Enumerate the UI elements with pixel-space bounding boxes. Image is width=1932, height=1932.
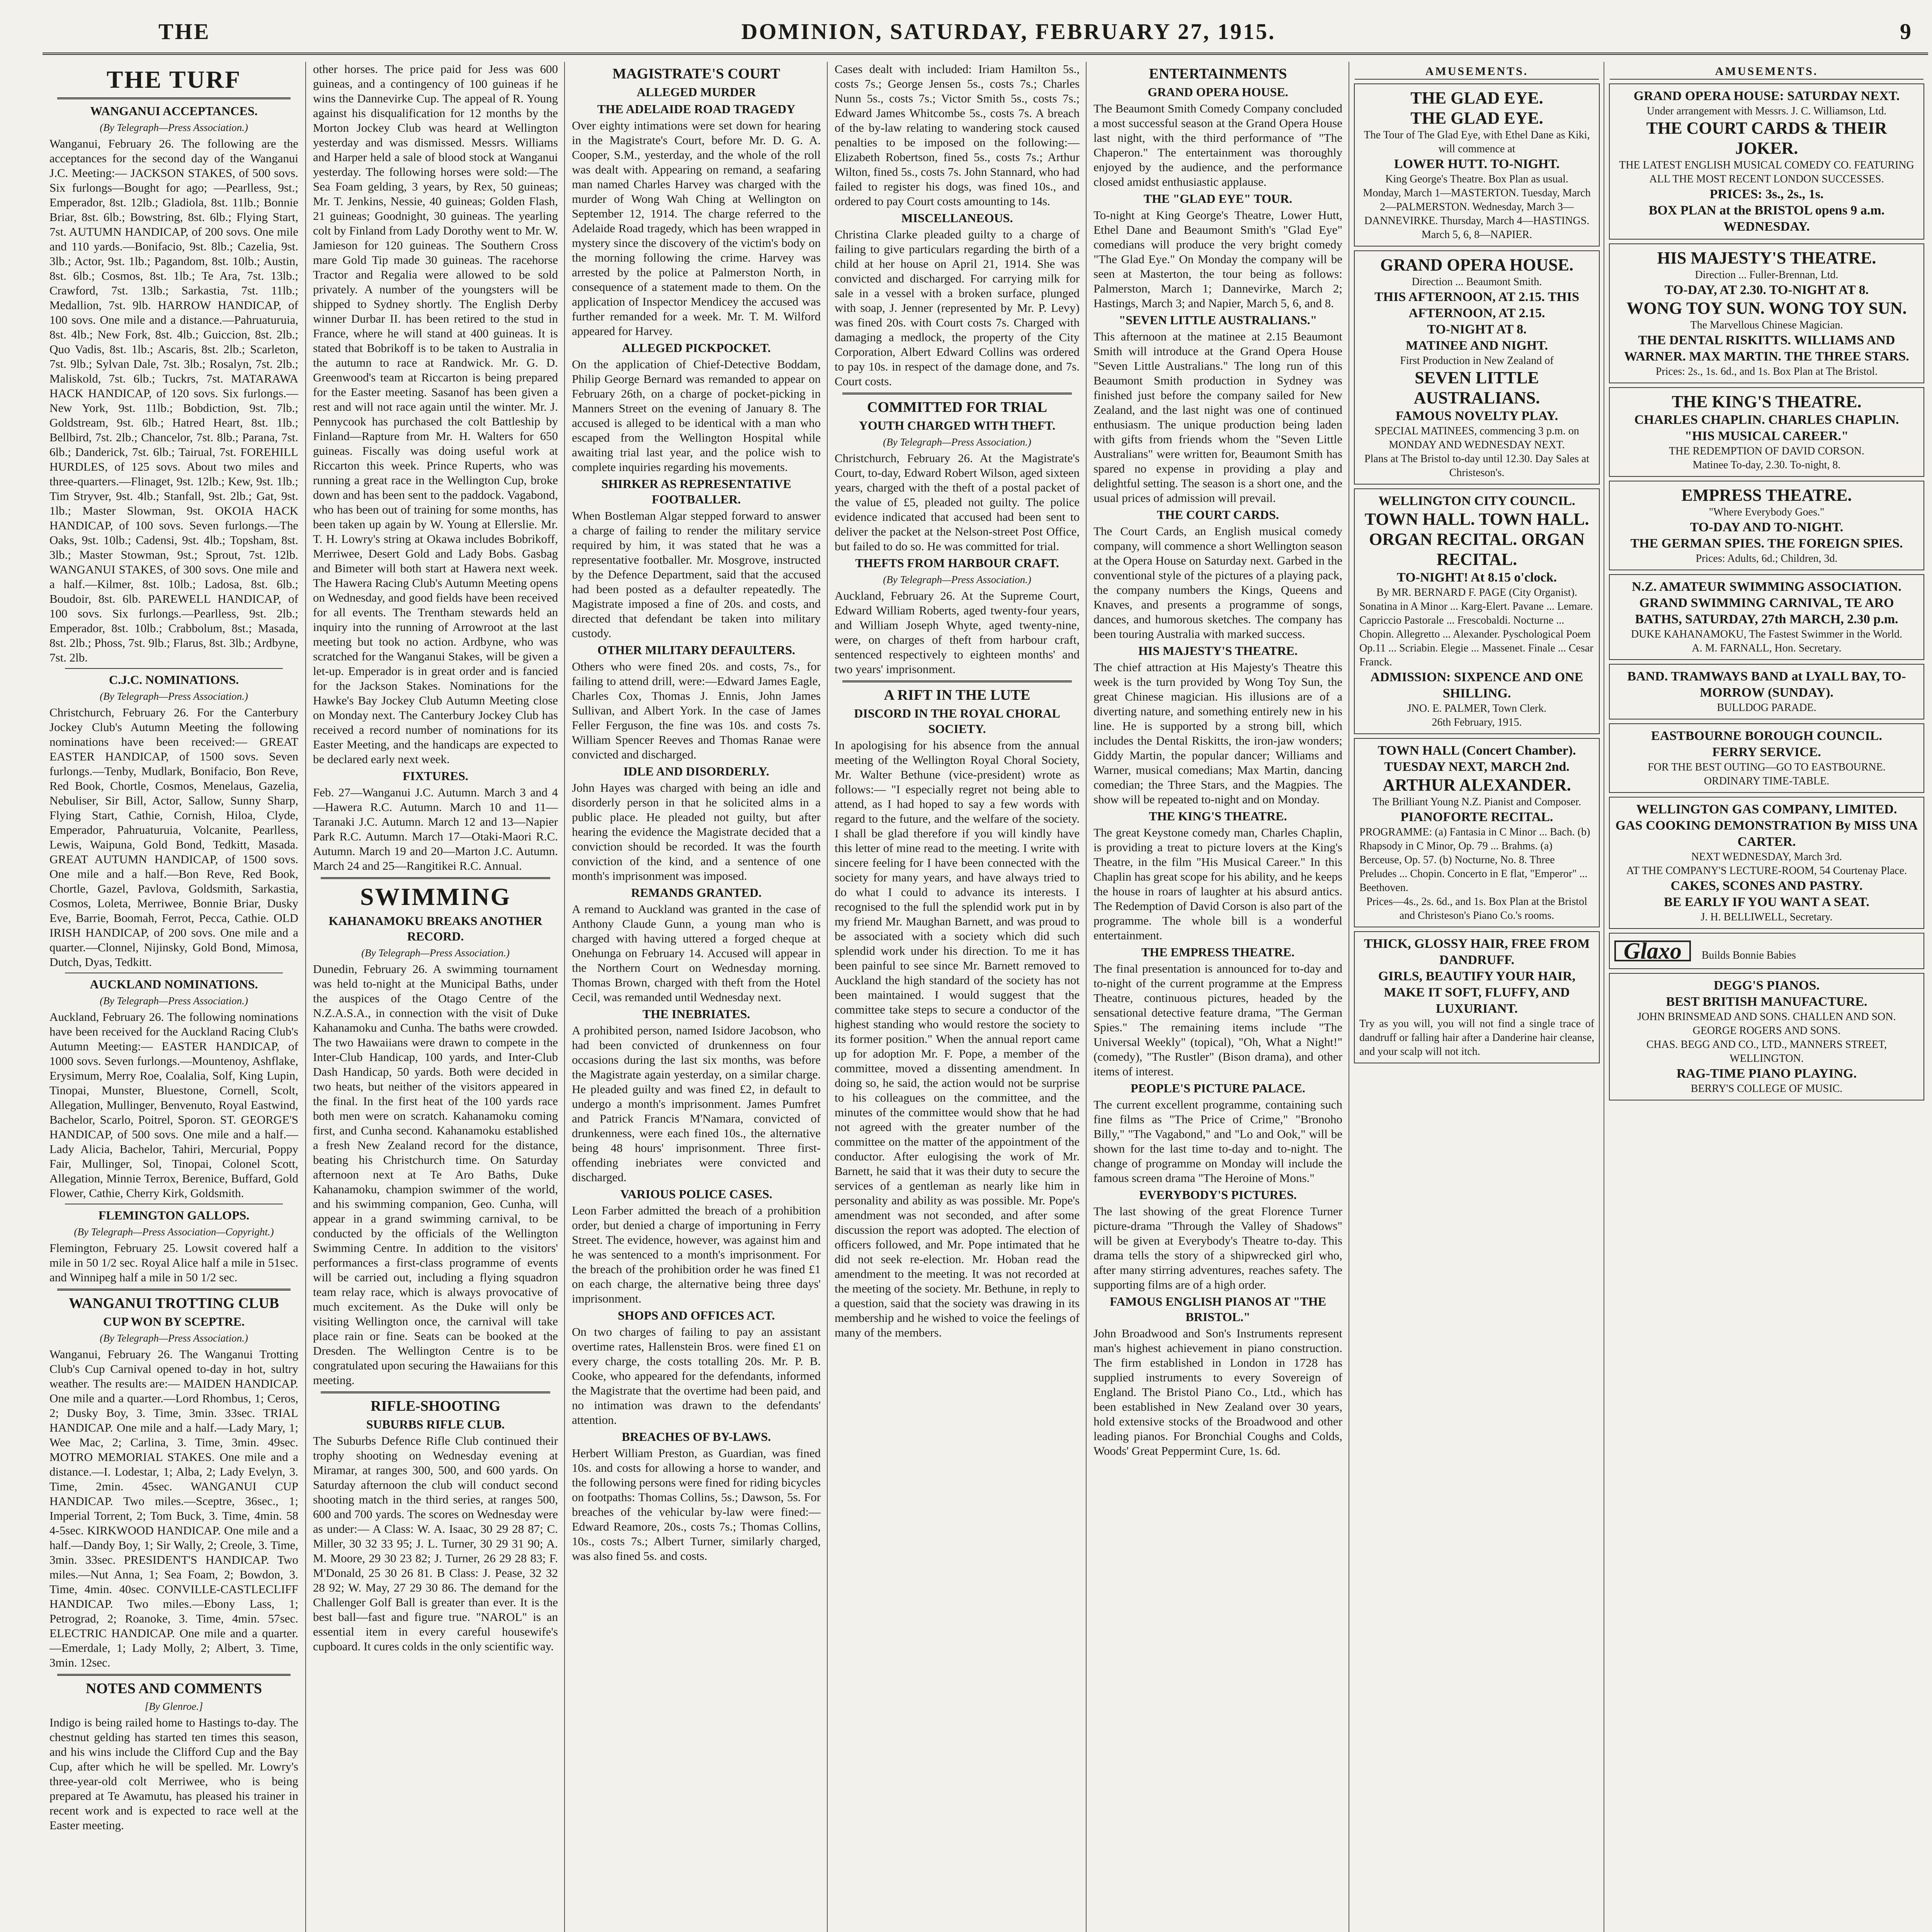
ad-text: BOX PLAN at the BRISTOL opens 9 a.m. WEDNESDAY. [1648, 203, 1885, 234]
ad-headline: BAND. TRAMWAYS BAND at LYALL BAY, TO-MORROW (SUNDAY). [1627, 669, 1906, 700]
headline: C.J.C. NOMINATIONS. [109, 673, 239, 687]
byline: (By Telegraph—Press Association.) [100, 1332, 248, 1344]
article-body: The Beaumont Smith Comedy Company concluded a most successful season at the Grand Opera House last night, with the third performance of "The Chaperon." The entertainment was thoroughly enjoyed by the audience, and the performance closed amidst enthusiastic applause. [1094, 102, 1342, 189]
section-title: MAGISTRATE'S COURT [612, 66, 780, 82]
headline: IDLE AND DISORDERLY. [623, 764, 769, 778]
headline: THE KING'S THEATRE. [1149, 809, 1287, 823]
divider [57, 1674, 291, 1676]
ad-text: TO-NIGHT AT 8. [1427, 322, 1527, 337]
advert-swimming-carnival [1609, 574, 1924, 660]
advert-grand-opera-house [1354, 250, 1600, 485]
ad-text: CAKES, SCONES AND PASTRY. [1670, 879, 1863, 893]
ad-headline: GRAND OPERA HOUSE. [1380, 255, 1573, 274]
headline: "SEVEN LITTLE AUSTRALIANS." [1119, 313, 1317, 327]
ad-text: ADMISSION: SIXPENCE AND ONE SHILLING. [1370, 670, 1583, 701]
ad-headline: WONG TOY SUN. WONG TOY SUN. [1626, 299, 1907, 318]
article-body: Dunedin, February 26. A swimming tournament was held to-night at the Municipal Baths, under the auspices of the Otago Centre of the N.Z.A.S.A., in connection with the visit of Duke Kahanamoku and Cunha. The baths were crowded. The two Hawaiians were drawn to compete in the Inter-Club Handicap, 100 yards, and Inter-Club Dash Handicap, 50 yards. Both were decided in two heats, but neither of the visitors appeared in the final. In the first heat of the 100 yards race both men were on scratch. Kahanamoku coming first, and Cunha second. Kahanamoku established a fresh New Zealand record for the distance, beating his Christchurch time. On Saturday afternoon next at Te Aro Baths, Duke Kahanamoku, champion swimmer of the world, and his swimming companion, Geo. Cunha, will appear in a grand swimming carnival, to be conducted by the officials of the Wellington Swimming Centre. In addition to the visitors' performances a first-class programme of events will be carried out, including a flying squadron team relay race, which is always provocative of much excitement. As the Duke will only be visiting Wellington once, the carnival will take place rain or fine. Seats can be booked at the Dresden. The Wellington Centre is to be congratulated upon securing the Hawaiians for this meeting. [313, 962, 558, 1387]
ad-text: J. H. BELLIWELL, Secretary. [1701, 911, 1833, 923]
article-body: Cases dealt with included: Iriam Hamilton 5s., costs 7s.; George Jensen 5s., costs 7s.; Charles Nunn 5s., costs 7s.; Victor Smith 5s., costs 7s.; Edward James Whitcombe 5s., costs 7s. A breach of the by-law relating to wandering stock caused penalties to be imposed on the following:—Elizabeth Robertson, fined 5s., costs 7s.; Arthur Wilton, fined 5s., costs 7s. John Stannard, who had failed to register his dogs, was fined 10s., and ordered to pay Court costs amounting to 14s. [835, 62, 1080, 208]
section-title: RIFLE-SHOOTING [371, 1398, 500, 1414]
article-body: The last showing of the great Florence Turner picture-drama "Through the Valley of Shadows" will be given at Everybody's Theatre to-day. This drama tells the story of a shipwrecked girl who, after many stirring adventures, reaches safety. The supporting films are of a high order. [1094, 1204, 1342, 1291]
ad-text: SPECIAL MATINEES, commencing 3 p.m. on MONDAY AND WEDNESDAY NEXT. [1374, 425, 1579, 451]
advert-eastbourne [1609, 723, 1924, 793]
divider [842, 393, 1072, 395]
ad-text: THE LATEST ENGLISH MUSICAL COMEDY CO. FEATURING ALL THE MOST RECENT LONDON SUCCESSES. [1619, 159, 1914, 185]
ad-text: Prices—4s., 2s. 6d., and 1s. Box Plan at the Bristol and Christeson's Piano Co.'s rooms. [1366, 896, 1587, 922]
ad-text: DUKE KAHANAMOKU, The Fastest Swimmer in the World. [1631, 628, 1903, 640]
masthead-the: THE [158, 19, 211, 44]
article-body: The chief attraction at His Majesty's Theatre this week is the turn provided by Wong Toy Sun, the great Chinese magician. His illusions are of a diverting nature, and something entirely new in his line. He is supported by a strong bill, which includes the Dental Riskitts, the iron-jaw wonders; Giddy Martin, the popular dancer; Williams and Warner, musical comedians; Max Martin, dancing comedian; the Three Stars, and the Magpies. The show will be repeated to-night and on Monday. [1094, 660, 1342, 806]
divider [57, 1289, 291, 1291]
advert-pianoforte-recital [1354, 738, 1600, 927]
divider [842, 680, 1072, 682]
section-title: COMMITTED FOR TRIAL [867, 399, 1047, 415]
advert-begg-pianos [1609, 973, 1924, 1100]
article-body: This afternoon at the matinee at 2.15 Beaumont Smith will introduce at the Grand Opera House "Seven Little Australians." The long run of this Beaumont Smith production in Sydney was finished just before the company sailed for New Zealand, and the last night was one of continued enthusiasm. The unique production being laden with gifts from friends whom the "Seven Little Australians" were written for, Beaumont Smith has spared no expense in providing a play and delightful setting. The season is a short one, and the usual prices of admission will prevail. [1094, 330, 1342, 505]
headline: PEOPLE'S PICTURE PALACE. [1131, 1081, 1305, 1095]
article-body: Flemington, February 25. Lowsit covered half a mile in 50 1/2 sec. Royal Alice half a mile in 51sec. and Winnipeg half a mile in 50 1/2 sec. [49, 1241, 298, 1284]
column-turf [43, 62, 305, 1932]
ad-headline: HIS MAJESTY'S THEATRE. [1657, 248, 1876, 267]
headline: KAHANAMOKU BREAKS ANOTHER RECORD. [328, 914, 543, 943]
ad-headline: DEGG'S PIANOS. [1714, 978, 1820, 993]
advert-gas-company [1609, 797, 1924, 929]
advert-empress-theatre [1609, 481, 1924, 570]
ad-text: THE REDEMPTION OF DAVID CORSON. [1669, 445, 1864, 457]
ad-text: Direction ... Fuller-Brennan, Ltd. [1695, 269, 1838, 281]
ad-text: TO-NIGHT! At 8.15 o'clock. [1397, 570, 1557, 585]
article-body: Herbert William Preston, as Guardian, was fined 10s. and costs for allowing a horse to wander, and the following persons were fined for riding bicycles on footpaths: Thomas Collins, 5s.; Dawson, 5s. For breaches of the vehicular by-law were fined:—Edward Reamore, 20s., costs 7s.; Thomas Collins, 10s., costs 7s.; Albert Turner, similarly charged, was also fined 5s. and costs. [572, 1446, 821, 1563]
ad-text: PROGRAMME: (a) Fantasia in C Minor ... Bach. (b) Rhapsody in C Minor, Op. 79 ... Brahms. (a) Berceuse, Op. 57. (b) Nocturne, No. 8. Three Preludes ... Chopin. Concerto in E flat, "Emperor" ... Beethoven. [1359, 826, 1590, 894]
article-body: When Bostleman Algar stepped forward to answer a charge of failing to render the military service required by him, it was stated that he was a representative footballer. Mr. Mosgrove, instructed by the Defence Department, said that the accused had been posted as a defaulter repeatedly. The Magistrate imposed a fine of 20s. and costs, and directed that defendant be taken into military custody. [572, 509, 821, 640]
column-amusements-1 [1349, 62, 1604, 1932]
byline: (By Telegraph—Press Association.) [361, 947, 510, 959]
headline: MISCELLANEOUS. [901, 211, 1013, 225]
section-title: A RIFT IN THE LUTE [884, 687, 1031, 703]
masthead-title: DOMINION, SATURDAY, FEBRUARY 27, 1915. [741, 19, 1276, 44]
glaxo-logo: Glaxo [1614, 940, 1691, 961]
ad-headline: THE GLAD EYE. [1410, 109, 1543, 128]
ad-text: "HIS MUSICAL CAREER." [1684, 429, 1849, 443]
divider [57, 97, 291, 99]
ad-text: BE EARLY IF YOU WANT A SEAT. [1664, 895, 1869, 909]
ad-text: PRICES: 3s., 2s., 1s. [1709, 187, 1824, 201]
ad-text: Monday, March 1—MASTERTON. Tuesday, March 2—PALMERSTON. Wednesday, March 3—DANNEVIRKE. Thursday, March 4—HASTINGS. March 5, 6, 8—NAPIER. [1363, 187, 1591, 241]
ad-text: BEST BRITISH MANUFACTURE. [1666, 995, 1867, 1009]
ad-text: THE DENTAL RISKITTS. WILLIAMS AND WARNER. MAX MARTIN. THE THREE STARS. [1624, 333, 1909, 364]
byline: [By Glenroe.] [145, 1701, 203, 1712]
page-number: 9 [1900, 19, 1913, 44]
ad-text: The Marvellous Chinese Magician. [1690, 319, 1843, 331]
article-body: On two charges of failing to pay an assistant overtime rates, Hallenstein Bros. were fined £1 on every charge, the costs totalling 20s. Mr. P. B. Cooke, who appeared for the defendants, informed the Magistrate that the overtime had been paid, and no intimation was drawn to the defendants' attention. [572, 1325, 821, 1427]
ad-headline: TOWN HALL. TOWN HALL. [1364, 510, 1589, 529]
ad-text: PIANOFORTE RECITAL. [1400, 810, 1553, 824]
headline: YOUTH CHARGED WITH THEFT. [859, 418, 1056, 432]
ad-text: LOWER HUTT. TO-NIGHT. [1394, 157, 1560, 171]
ad-text: THIS AFTERNOON, AT 2.15. THIS AFTERNOON, AT 2.15. [1374, 290, 1579, 320]
headline: SUBURBS RIFLE CLUB. [366, 1417, 505, 1431]
ad-text: JNO. E. PALMER, Town Clerk. [1407, 702, 1547, 714]
ad-text: By MR. BERNARD F. PAGE (City Organist). [1376, 587, 1577, 599]
section-title: NOTES AND COMMENTS [85, 1680, 262, 1697]
ad-text: Prices: Adults, 6d.; Children, 3d. [1696, 553, 1838, 565]
advert-his-majestys [1609, 243, 1924, 383]
article-body: The final presentation is announced for to-day and to-night of the current programme at the Empress Theatre, continuous pictures, headed by the sensational detective feature drama, "The German Spies." The remaining items include "The Universal Weekly" (topical), "Oh, What a Night!" (comedy), "The Rustler" (Bison drama), and other items of interest. [1094, 962, 1342, 1078]
article-body: Wanganui, February 26. The Wanganui Trotting Club's Cup Carnival opened to-day in hot, sultry weather. The results are:— MAIDEN HANDICAP. One mile and a quarter.—Lord Rhombus, 1; Ceros, 2; Dusky Boy, 3. Time, 3min. 33sec. TRIAL HANDICAP. One mile and a half.—Lady Mary, 1; Wee Mac, 2; Carlina, 3. Time, 3min. 49sec. MOTRO MEMORIAL STAKES. One mile and a distance.—I. Lodestar, 1; Alba, 2; Lady Evelyn, 3. Time, 2min. 45sec. WANGANUI CUP HANDICAP. Two miles.—Sceptre, 36sec., 1; Imperial Torrent, 2; Tom Buck, 3. Time, 4min. 58 4-5sec. KIRKWOOD HANDICAP. One mile and a half.—Dandy Boy, 1; Sir Wally, 2; Creole, 3. Time, 3min. 33sec. PRESIDENT'S HANDICAP. Two miles.—Nut Anna, 1; Sea Foam, 2; Bowdon, 3. Time, 4min. 40sec. CONVILLE-CASTLECLIFF HANDICAP. Two miles.—Ebony Lass, 1; Petrograd, 2; Roanoke, 3. Time, 4min. 57sec. ELECTRIC HANDICAP. One mile and a quarter.—Emerdale, 1; Lady Molly, 2; Albert, 3. Time, 3min. 12sec. [49, 1347, 298, 1669]
article-body: A prohibited person, named Isidore Jacobson, who had been convicted of drunkenness on four occasions during the last six months, was before the Magistrate again yesterday, on a similar charge. He pleaded guilty and was fined £2, in default to undergo a month's imprisonment. James Pumfret and Patrick Francis M'Namara, convicted of drunkenness, were each fined 10s., the alternative being 48 hours' imprisonment. Three first-offending inebriates were convicted and discharged. [572, 1024, 821, 1184]
advert-court-cards [1609, 83, 1924, 240]
headline: THE COURT CARDS. [1157, 508, 1279, 522]
headline: EVERYBODY'S PICTURES. [1139, 1188, 1297, 1202]
article-body: John Broadwood and Son's Instruments represent man's highest achievement in piano construction. The firm established in London in 1728 has supplied instruments to every Sovereign of England. The Bristol Piano Co., Ltd., which has been established in New Zealand over 30 years, hold extensive stocks of the Broadwood and other leading pianos. For Bronchial Coughs and Colds, Woods' Great Peppermint Cure, 1s. 6d. [1094, 1327, 1342, 1458]
section-title: AMUSEMENTS. [1355, 64, 1599, 80]
headline: ALLEGED PICKPOCKET. [622, 341, 771, 355]
byline: (By Telegraph—Press Association—Copyright.) [74, 1226, 274, 1238]
article-body: Auckland, February 26. At the Supreme Court, Edward William Roberts, aged twenty-four years, and William Joseph Whyte, aged twenty-nine, were, on charges of theft from harbour craft, sentenced respectively to eighteen months' and two years' imprisonment. [835, 589, 1080, 676]
ad-text: FOR THE BEST OUTING—GO TO EASTBOURNE. [1648, 761, 1886, 773]
article-body: other horses. The price paid for Jess was 600 guineas, and a contingency of 100 guineas if he wins the Dannevirke Cup. The appeal of R. Young against his disqualification for 12 months by the Morton Jockey Club was heard at Wellington yesterday and was dismissed. Messrs. Williams and Harper held a sale of blood stock at Wanganui yesterday. The following horses were sold:—The Sea Foam gelding, 3 years, by Rex, 50 guineas; Mr. T. Jenkins, Nessie, 40 guineas; Golden Flash, 21 guineas; Goodnight, 30 guineas. The yearling colt by Finland from Lady Dorothy went to Mr. W. Jamieson for 120 guineas. The Southern Cross mare Gold Tip made 30 guineas. The racehorse Tractor and Regalia were allowed to be sold privately. A number of the youngsters will be shipped to Sydney shortly. The English Derby winner Durbar II. has been retired to the stud in France, where he will stand at 400 guineas. It is stated that Bobrikoff is to be taken to Australia in the autumn to race at Randwick. Mr. G. D. Greenwood's team at Riccarton is being prepared for the Easter meeting. Sasanof has been given a rest and will not race again until the winter. Mr. J. Pennycook has purchased the colt Battleship by Finland—Rapture from Mr. H. Walters for 650 guineas. Fiscally was doing useful work at Riccarton this week. Prince Ruperts, who was running a great race in the Wellington Cup, broke down and has been sent to the paddock. Vagabond, who has been out of training for some months, has been taken up again by W. Young at Ellerslie. Mr. T. H. Lowry's string at Okawa includes Bobrikoff, Merriwee, Desert Gold and Lady Bobs. Gasbag and Bimeter will both start at Hawera next week. The Hawera Racing Club's Autumn Meeting opens on Wednesday, and good fields have been received for all events. The Trentham stewards held an inquiry into the running of Arrowroot at the last meeting but took no action. Ardbyne, who was scratched for the Wanganui Stakes, will be given a let-up. Emperador is in great order and is fancied for the Jackson Stakes. Nominations for the Hawke's Bay Jockey Club Autumn Meeting close on Monday next. The Canterbury Jockey Club has received a record number of nominations for its Easter Meeting, and the handicaps are expected to be declared early next week. [313, 62, 558, 766]
ad-text: TO-DAY AND TO-NIGHT. [1690, 520, 1844, 534]
ad-text: AT THE COMPANY'S LECTURE-ROOM, 54 Courtenay Place. [1626, 865, 1907, 877]
article-body: A remand to Auckland was granted in the case of Anthony Claude Gunn, a young man who is charged with having uttered a forged cheque at Onehunga on February 14. Accused will appear in the Northern Court on Wednesday morning. Thomas Brown, charged with theft from the Hotel Cecil, was remanded until Wednesday next. [572, 902, 821, 1004]
article-body: Over eighty intimations were set down for hearing in the Magistrate's Court, before Mr. D. G. A. Cooper, S.M., yesterday, and the whole of the roll was dealt with. Appearing on remand, a seafaring man named Charles Harvey was charged with the murder of Wong Wah Ching at Wellington on September 12, 1914. The charge referred to the Adelaide Road tragedy, which has been wrapped in mystery since the discovery of the victim's body on the morning following the crime. Harvey was arrested by the police at Palmerston North, in consequence of a statement made to them. On the application of Inspector Mendicey the accused was further remanded for a week. Mr. T. M. Wilford appeared for Harvey. [572, 119, 821, 338]
ad-text: The Brilliant Young N.Z. Pianist and Composer. [1372, 796, 1581, 808]
ad-text: TUESDAY NEXT, MARCH 2nd. [1384, 760, 1570, 774]
article-body: Leon Farber admitted the breach of a prohibition order, but denied a charge of importuning in Ferry Street. The evidence, however, was against him and he was sentenced to a month's imprisonment. For the breach of the prohibition order he was fined £1 on each charge, the alternative being three days' imprisonment. [572, 1204, 821, 1305]
article-body: Wanganui, February 26. The following are the acceptances for the second day of the Wanganui J.C. Meeting:— JACKSON STAKES, of 500 sovs. Six furlongs—Bought for ago; —Pearlless, 9st.; Emperador, 8st. 12lb.; Gladiola, 8st. 11lb.; Bonnie Briar, 8st. 6lb.; Bowstring, 8st. 6lb.; Flying Start, 7st. AUTUMN HANDICAP, of 200 sovs. One mile and 110 yards.—Bonifacio, 9st. 8lb.; Cazelia, 9st. 3lb.; Actor, 9st. 1lb.; Pagandom, 8st. 10lb.; Austin, 8st. 6lb.; Cosmos, 8st. 1lb.; Te Ara, 7st. 13lb.; Crawford, 7st. 13lb.; Sarkastia, 7st. 11lb.; Medallion, 7st. 9lb. HARROW HANDICAP, of 100 sovs. One mile and a distance.—Pahruaturuia, 8st. 4lb.; New Fork, 8st. 4lb.; Guiccion, 8st. 2lb.; Quo Vadis, 8st. 1lb.; Ascaris, 8st. 2lb.; Scarleton, 7st. 9lb.; Sylvan Dale, 7st. 3lb.; Rosalyn, 7st. 2lb.; Maliskold, 7st. 6lb.; Tuckrs, 7st. MATARAWA HACK HANDICAP, of 120 sovs. Six furlongs.—New York, 9st. 11lb.; Bobdiction, 9st. 7lb.; Goldstream, 9st. 6lb.; Hatred Heart, 8st. 1lb.; Bellbird, 7st. 2lb.; Chancelor, 7st. 8lb.; Parana, 7st. 6lb.; Danderick, 7st. 6lb.; Tairual, 7st. FOREHILL HURDLES, of 125 sovs. About two miles and three-quarters.—Flinaget, 9st. 12lb.; Kew, 9st. 1lb.; Tim Stryver, 9st. 4lb.; Stanfall, 9st. 2lb.; Gat, 9st. 1lb.; Master Slowman, 9st. OKOIA HACK HANDICAP, of 100 sovs. Seven furlongs.—The Oaks, 9st. 10lb.; Cadensi, 9st. 4lb.; Topsham, 8st. 3lb.; Master Stowman, 9st.; Sprout, 7st. 12lb. WANGANUI STAKES, of 300 sovs. One mile and a half.—Kilmer, 8st. 10lb.; Ladosa, 8st. 6lb.; Boudoir, 8st. 6lb. PAREWELL HANDICAP, of 100 sovs. Six furlongs.—Pearlless, 9st. 2lb.; Emperador, 8st. 10lb.; Crabbolum, 8st.; Masada, 8st. 2lb.; Phoss, 7st. 9lb.; Flarus, 8st. 3lb.; Ardbyne, 7st. 2lb. [49, 137, 298, 664]
advert-danderine [1354, 931, 1600, 1063]
advert-glaxo [1609, 933, 1924, 969]
ad-text: THE GERMAN SPIES. THE FOREIGN SPIES. [1630, 536, 1903, 551]
section-title: WANGANUI TROTTING CLUB [68, 1295, 279, 1311]
section-title: SWIMMING [360, 883, 511, 910]
ad-text: FERRY SERVICE. [1712, 745, 1821, 759]
article-body: The Suburbs Defence Rifle Club continued their trophy shooting on Wednesday evening at Miramar, at ranges 300, 500, and 600 yards. On Saturday afternoon the club will conduct second shooting match in the third series, at ranges 500, 600 and 700 yards. The scores on Wednesday were as under:— A Class: W. A. Isaac, 30 29 28 87; C. Miller, 30 32 33 95; J. L. Turner, 30 29 31 90; A. M. Moore, 29 30 23 82; J. Turner, 26 29 28 83; F. M'Donald, 25 30 26 81. B Class: J. Pease, 32 32 28 92; W. May, 27 29 30 86. The demand for the Challenger Golf Ball is greater than ever. It is the best ball—fast and figure true. "NAROL" is an essential item in every careful housewife's cupboard. It cures colds in the only scientific way. [313, 1434, 558, 1653]
byline: (By Telegraph—Press Association.) [883, 574, 1031, 585]
ad-text: NEXT WEDNESDAY, March 3rd. [1691, 851, 1842, 863]
ad-headline: WELLINGTON CITY COUNCIL. [1378, 494, 1575, 508]
headline: WANGANUI ACCEPTANCES. [90, 104, 258, 118]
ad-text: Prices: 2s., 1s. 6d., and 1s. Box Plan at The Bristol. [1655, 366, 1878, 378]
article-body: In apologising for his absence from the annual meeting of the Wellington Royal Choral Society, Mr. Walter Bethune (vice-president) wrote as follows:— "I especially regret not being able to attend, as I had hoped to say a few words with regard to the future, and the welfare of the society. I shall be glad therefore if you will kindly have this letter of mine read to the meeting. I write with sincere feeling for I have been connected with the society for many years, and have always tried to do what I could to advance its interests. I recognised to the full the splendid work put in by my friend Mr. Maughan Barnett, and was proud to be associated with a society which did such splendid work under his direction. To me it has been painful to see since Mr. Barnett removed to Auckland the high standard of the society has not been maintained. I would suggest that the committee take steps to secure a conductor of the highest standing who would restore the society to its former position." When the annual report came up for adoption Mr. F. Pope, a member of the committee, moved a dissenting amendment. In doing so, he said, the action would not be surprise to his colleagues on the committee, and the minutes of the committee would show that he had not agreed with the greater number of the committee on the matter of the appointment of the conductor. After eulogising the work of Mr. Barnett, he said that it was their duty to secure the services of a gentleman as nearly like him in personality and ability as was possible. Mr. Pope's amendment was not seconded, and after some discussion the report was adopted. The election of officers followed, and Mr. Pope intimated that he did not seek re-election. Mr. Hoban read the amendment to the meeting. It was not recorded at the meeting of the society. Mr. Bethune, in reply to a question, said that the society was drawing in its membership and he wished to voice the feelings of many of the members. [835, 738, 1080, 1339]
ad-text: GAS COOKING DEMONSTRATION By MISS UNA CARTER. [1615, 818, 1918, 849]
ad-text: BULLDOG PARADE. [1717, 702, 1816, 714]
headline: CUP WON BY SCEPTRE. [103, 1315, 245, 1328]
ad-text: GRAND SWIMMING CARNIVAL, TE ARO BATHS, SATURDAY, 27th MARCH, 2.30 p.m. [1635, 596, 1898, 626]
section-title: ENTERTAINMENTS [1149, 66, 1287, 82]
ad-text: MATINEE AND NIGHT. [1405, 338, 1548, 353]
headline: HIS MAJESTY'S THEATRE. [1138, 644, 1298, 658]
ad-text: Under arrangement with Messrs. J. C. Williamson, Ltd. [1646, 105, 1887, 117]
ad-text: Direction ... Beaumont Smith. [1412, 276, 1542, 288]
headline: GRAND OPERA HOUSE. [1148, 85, 1288, 99]
ad-headline: TOWN HALL (Concert Chamber). [1378, 743, 1576, 758]
ad-text: King George's Theatre. Box Plan as usual. [1385, 173, 1568, 185]
ad-text: Plans at The Bristol to-day until 12.30. Day Sales at Christeson's. [1364, 453, 1589, 479]
ad-headline: EMPRESS THEATRE. [1681, 486, 1852, 505]
ad-headline: THE COURT CARDS & THEIR JOKER. [1646, 119, 1887, 158]
ad-headline: EASTBOURNE BOROUGH COUNCIL. [1651, 729, 1882, 743]
ad-text: GRAND OPERA HOUSE: SATURDAY NEXT. [1633, 89, 1900, 103]
divider [321, 1391, 550, 1393]
ad-headline: THE GLAD EYE. [1410, 88, 1543, 107]
ad-text: FAMOUS NOVELTY PLAY. [1395, 409, 1558, 423]
article-body: Indigo is being railed home to Hastings to-day. The chestnut gelding has started ten times this season, and his wins include the Clifford Cup and the Bay Cup, after which he will be spelled. Mr. Lowry's three-year-old colt Merriwee, who is being prepared at Te Awamutu, has pleased his trainer in recent work and is expected to race well at the Easter meeting. [49, 1716, 298, 1832]
ad-headline: THICK, GLOSSY HAIR, FREE FROM DANDRUFF. [1364, 937, 1590, 967]
headline: VARIOUS POLICE CASES. [620, 1187, 772, 1201]
ad-text: First Production in New Zealand of [1400, 355, 1554, 367]
headline: DISCORD IN THE ROYAL CHORAL SOCIETY. [854, 706, 1060, 736]
ad-text: Try as you will, you will not find a single trace of dandruff or falling hair after a Danderine hair cleanse, and your scalp will not itch. [1359, 1018, 1594, 1058]
ad-text: Sonatina in A Minor ... Karg-Elert. Pavane ... Lemare. Capriccio Pastorale ... Frescobaldi. Nocturne ... Chopin. Allegretto ... Alexander. Pyschological Poem Op.11 ... Scriabin. Elegie ... Massenet. Finale ... Cesar Franck. [1359, 600, 1594, 668]
article-body: Feb. 27—Wanganui J.C. Autumn. March 3 and 4—Hawera R.C. Autumn. March 10 and 11—Taranaki J.C. Autumn. March 12 and 13—Napier Park R.C. Autumn. March 17—Otaki-Maori R.C. Autumn. March 19 and 20—Marton J.C. Autumn. March 24 and 25—Rangitikei R.C. Annual. [313, 786, 558, 872]
masthead [43, 15, 1928, 55]
headline: OTHER MILITARY DEFAULTERS. [597, 643, 795, 657]
ad-headline: ORGAN RECITAL. ORGAN RECITAL. [1369, 530, 1585, 569]
byline: (By Telegraph—Press Association.) [100, 122, 248, 133]
headline: ALLEGED MURDER [636, 85, 756, 99]
headline: SHIRKER AS REPRESENTATIVE FOOTBALLER. [601, 477, 791, 506]
ad-headline: THE KING'S THEATRE. [1672, 392, 1862, 411]
ad-text: "Where Everybody Goes." [1709, 506, 1825, 518]
column-news [827, 62, 1087, 1932]
headline: FAMOUS ENGLISH PIANOS AT "THE BRISTOL." [1109, 1294, 1327, 1324]
headline: REMANDS GRANTED. [631, 886, 762, 900]
headline: THE ADELAIDE ROAD TRAGEDY [597, 102, 796, 116]
ad-text: CHAS. BEGG AND CO., LTD., MANNERS STREET, WELLINGTON. [1646, 1039, 1887, 1065]
headline: THE EMPRESS THEATRE. [1141, 945, 1295, 959]
article-body: Christchurch, February 26. For the Canterbury Jockey Club's Autumn Meeting the following nominations have been received:— GREAT EASTER HANDICAP, of 1500 sovs. Seven furlongs.—Tenby, Mudlark, Bonifacio, Bon Reve, Red Book, Chortle, Cosmos, Menelaus, Gazelia, Nebuliser, Sir Bill, Actor, Sallow, Sunny Sharp, Flying Start, Cathie, Cornish, Hiloa, Clyde, Emperador, Pahruaturuia, Volcanite, Pearlless, Lewis, Waipuna, Gold Bond, Tedkitt, Masada. GREAT AUTUMN HANDICAP, of 1500 sovs. One mile and a half.—Bon Reve, Red Book, Chortle, Gazel, Pavlova, Goldsmith, Sarkastia, Cosmos, Loleta, Merriwee, Bonnie Briar, Dusky Eve, Barrie, Boomah, Ferrot, Pecca, Cathie. OLD IRISH HANDICAP, of 200 sovs. One mile and a quarter.—Clonnel, Nijinsky, Gold Bond, Mimosa, Dutch, Dyas, Tedkitt. [49, 706, 298, 969]
headline: FIXTURES. [403, 769, 468, 783]
advert-glad-eye [1354, 83, 1600, 247]
article-body: John Hayes was charged with being an idle and disorderly person in that he solicited alms in a public place. He pleaded not guilty, but after hearing the evidence the Magistrate decided that a conviction should be recorded. It was the fourth conviction of the kind, and a sentence of one month's imprisonment was imposed. [572, 781, 821, 883]
ad-text: Matinee To-day, 2.30. To-night, 8. [1692, 459, 1841, 471]
article-body: The great Keystone comedy man, Charles Chaplin, is providing a treat to picture lovers at the King's Theatre, in the film "His Musical Career." In this Chaplin has great scope for his ability, and he keeps the house in roars of laughter at his absurd antics. The Redemption of David Corson is also part of the programme. The whole bill is a wonderful entertainment. [1094, 826, 1342, 942]
advert-organ-recital [1354, 488, 1600, 734]
advert-kings-theatre [1609, 387, 1924, 477]
byline: (By Telegraph—Press Association.) [100, 995, 248, 1007]
ad-text: BERRY'S COLLEGE OF MUSIC. [1690, 1083, 1843, 1095]
article-body: Christchurch, February 26. At the Magistrate's Court, to-day, Edward Robert Wilson, aged sixteen years, charged with the theft of a postal packet of the value of £5, pleaded not guilty. The police evidence indicated that accused had been sent to deliver the packet at the Nelson-street Post Office, but failed to do so. He was committed for trial. [835, 451, 1080, 553]
ad-text: CHARLES CHAPLIN. CHARLES CHAPLIN. [1634, 413, 1899, 427]
section-title: THE TURF [106, 66, 242, 93]
column-sport [305, 62, 565, 1932]
headline: THEFTS FROM HARBOUR CRAFT. [855, 556, 1059, 570]
divider [65, 668, 283, 669]
ad-headline: ARTHUR ALEXANDER. [1383, 776, 1571, 794]
ad-text: A. M. FARNALL, Hon. Secretary. [1692, 642, 1842, 654]
ad-headline: GIRLS, BEAUTIFY YOUR HAIR, MAKE IT SOFT, FLUFFY, AND LUXURIANT. [1378, 969, 1576, 1016]
headline: AUCKLAND NOMINATIONS. [90, 977, 258, 991]
article-body: Auckland, February 26. The following nominations have been received for the Auckland Racing Club's Autumn Meeting:— EASTER HANDICAP, of 1000 sovs. Seven furlongs.—Mountenoy, Ashflake, Erysimum, Merry Roe, Coalalia, Solf, King Lupin, Tinopai, Munster, Bluestone, Cornell, Scolt, Allegation, Mullinger, Benvenuto, Royal Eastwind, Bachelor, Scarlo, Poitrel, Sporon. ST. GEORGE'S HANDICAP, of 500 sovs. One mile and a half.—Lady Alicia, Bachelor, Tahiri, Mercurial, Poppy Fair, Mullinger, Sol, Tinopai, Colonel Scott, Allegation, Minnie Terrox, Berenice, Buffard, Gold Flower, Cathie, Cherry Kirk, Goldsmith. [49, 1010, 298, 1200]
ad-text: RAG-TIME PIANO PLAYING. [1676, 1066, 1857, 1081]
ad-headline: N.Z. AMATEUR SWIMMING ASSOCIATION. [1632, 580, 1901, 594]
ad-text: The Tour of The Glad Eye, with Ethel Dane as Kiki, will commence at [1364, 129, 1590, 155]
ad-text: Builds Bonnie Babies [1701, 949, 1796, 961]
byline: (By Telegraph—Press Association.) [100, 690, 248, 702]
column-court [564, 62, 828, 1932]
ad-headline: SEVEN LITTLE AUSTRALIANS. [1413, 368, 1540, 407]
ad-text: JOHN BRINSMEAD AND SONS. CHALLEN AND SON. GEORGE ROGERS AND SONS. [1637, 1011, 1896, 1037]
headline: THE INEBRIATES. [642, 1007, 750, 1021]
column-amusements-2 [1604, 62, 1929, 1932]
headline: BREACHES OF BY-LAWS. [621, 1430, 771, 1444]
headline: FLEMINGTON GALLOPS. [98, 1208, 250, 1222]
article-body: Others who were fined 20s. and costs, 7s., for failing to attend drill, were:—Edward James Eagle, Charles Cox, Thomas J. Ennis, John James Sullivan, and Albert York. In the case of James Feller Ferguson, the fine was 10s. and costs 7s. William Spencer Reeves and Thomas Ranae were convicted and discharged. [572, 660, 821, 761]
headline: THE "GLAD EYE" TOUR. [1143, 192, 1293, 206]
advert-band [1609, 664, 1924, 719]
article-body: The Court Cards, an English musical comedy company, will commence a short Wellington season at the Opera House on Saturday next. Garbed in the conventional style of the pictures of a playing pack, the company numbers the Kings, Queens and Knaves, and presents a programme of songs, dances, and humorous sketches. The company has been touring Australia with marked success. [1094, 524, 1342, 641]
column-entertainments [1086, 62, 1349, 1932]
ad-text: ORDINARY TIME-TABLE. [1704, 775, 1830, 787]
section-title: AMUSEMENTS. [1610, 64, 1923, 80]
article-body: To-night at King George's Theatre, Lower Hutt, Ethel Dane and Beaumont Smith's "Glad Eye" comedians will produce the very bright comedy "The Glad Eye." On Monday the company will be seen at Masterton, the tour being as follows: Palmerston, March 1; Dannevirke, March 2; Hastings, March 3; and Napier, March 5, 6, and 8. [1094, 208, 1342, 310]
article-body: Christina Clarke pleaded guilty to a charge of failing to give particulars regarding the birth of a child at her house on April 21, 1914. She was convicted and discharged. For carrying milk for sale in a vessel with a broken surface, plunged with soap, J. Jenner (represented by Mr. P. Levy) was fined 20s. with Court costs 7s. Charged with damaging a medlock, the property of the City Corporation, Albert Edward Collins was ordered to pay 10s. in respect of the damage done, and 7s. Court costs. [835, 228, 1080, 388]
ad-text: 26th February, 1915. [1432, 716, 1522, 728]
byline: (By Telegraph—Press Association.) [883, 436, 1031, 448]
divider [321, 877, 550, 879]
article-body: The current excellent programme, containing such fine films as "The Price of Crime," "Bronoho Billy," "The Vagabond," and "Lo and Ook," will be shown for the last time to-day and to-night. The change of programme on Monday will include the famous screen drama "The Heroine of Mons." [1094, 1098, 1342, 1185]
article-body: On the application of Chief-Detective Boddam, Philip George Bernard was remanded to appear on February 26th, on a charge of pocket-picking in Manners Street on the evening of January 8. The accused is alleged to be identical with a man who escaped from the Wellington Hospital while awaiting trial last year, and the police wish to complete inquiries regarding his movements. [572, 357, 821, 474]
headline: SHOPS AND OFFICES ACT. [617, 1308, 775, 1322]
ad-headline: WELLINGTON GAS COMPANY, LIMITED. [1636, 802, 1897, 816]
ad-text: TO-DAY, AT 2.30. TO-NIGHT AT 8. [1664, 283, 1869, 297]
